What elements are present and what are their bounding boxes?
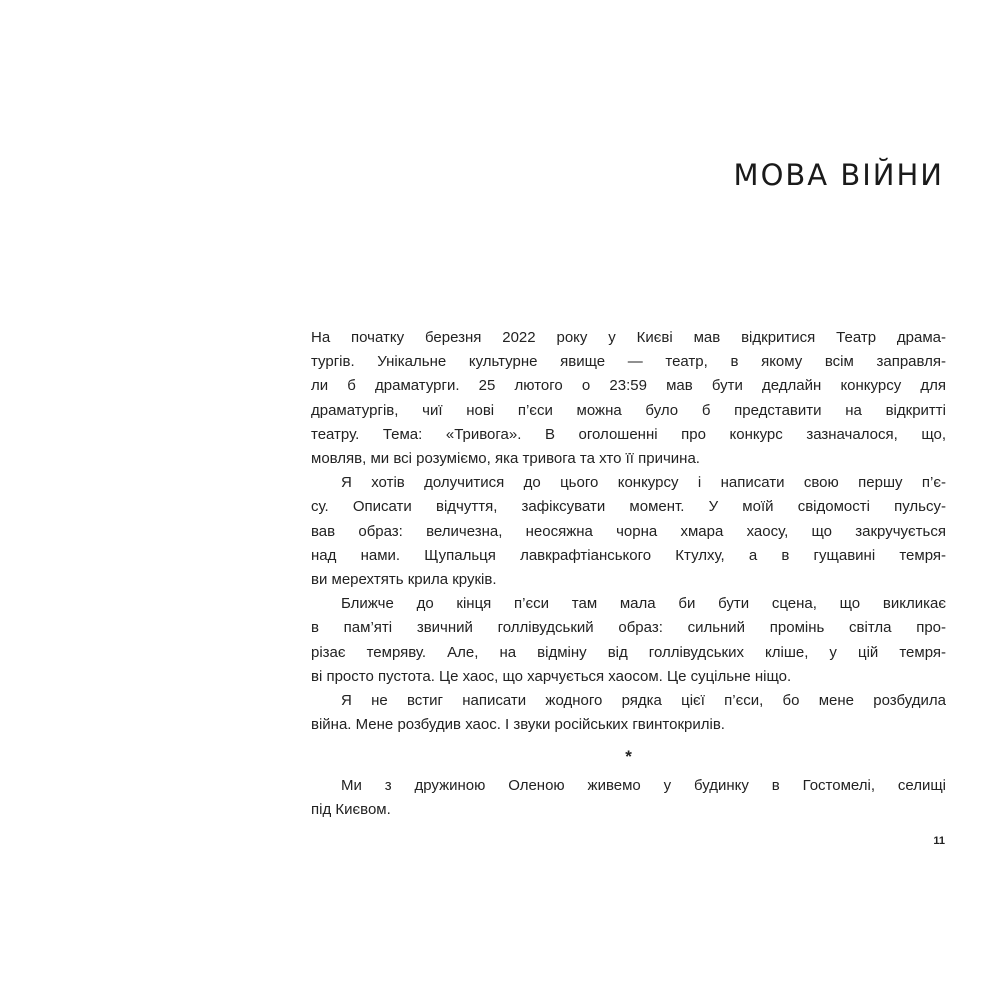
- text-line: під Києвом.: [311, 800, 391, 818]
- text-line: Я хотів долучитися до цього конкурсу і написати свою першу п’є-: [341, 474, 946, 492]
- paragraph-3: [311, 592, 946, 689]
- text-line: тургів. Унікальне культурне явище — театр, в якому всім заправля-: [311, 353, 946, 371]
- text-line: На початку березня 2022 року у Києві мав відкритися Театр драма-: [311, 329, 946, 346]
- paragraph-1: [311, 326, 946, 471]
- text-line: театру. Тема: «Тривога». В оголошенні про конкурс зазначалося, що,: [311, 425, 946, 443]
- text-line: Ближче до кінця п’єси там мала би бути сцена, що викликає: [341, 595, 946, 613]
- text-line: над нами. Щупальця лавкрафтіанського Ктулху, а в гущавині темря-: [311, 546, 946, 564]
- paragraph-5: [311, 774, 946, 822]
- text-line: Ми з дружиною Оленою живемо у будинку в Гостомелі, селищі: [341, 776, 946, 794]
- chapter-title: МОВА ВІЙНИ: [733, 158, 944, 192]
- body-text: [311, 326, 946, 822]
- text-line: ли б драматурги. 25 лютого о 23:59 мав бути дедлайн конкурсу для: [311, 377, 946, 395]
- paragraph-2: [311, 471, 946, 592]
- text-line: в пам’яті звичний голлівудський образ: сильний промінь світла про-: [311, 619, 946, 637]
- text-line: су. Описати відчуття, зафіксувати момент. У моїй свідомості пульсу-: [311, 498, 946, 516]
- section-separator: *: [625, 747, 632, 767]
- text-line: війна. Мене розбудив хаос. І звуки російських гвинтокрилів.: [311, 716, 725, 734]
- text-line: Я не встиг написати жодного рядка цієї п’єси, бо мене розбудила: [341, 692, 946, 710]
- text-line: ви мерехтять крила круків.: [311, 571, 497, 589]
- text-line: мовляв, ми всі розуміємо, яка тривога та хто її причина.: [311, 450, 700, 468]
- text-line: ві просто пустота. Це хаос, що харчується хаосом. Це суцільне ніщо.: [311, 667, 792, 685]
- text-line: драматургів, чиї нові п’єси можна було б представити на відкритті: [311, 401, 946, 419]
- text-line: вав образ: величезна, неосяжна чорна хмара хаосу, що закручується: [311, 522, 946, 540]
- page-number: 11: [933, 835, 945, 847]
- paragraph-4: [311, 689, 946, 737]
- text-line: різає темряву. Але, на відміну від голлівудських кліше, у цій темря-: [311, 643, 946, 661]
